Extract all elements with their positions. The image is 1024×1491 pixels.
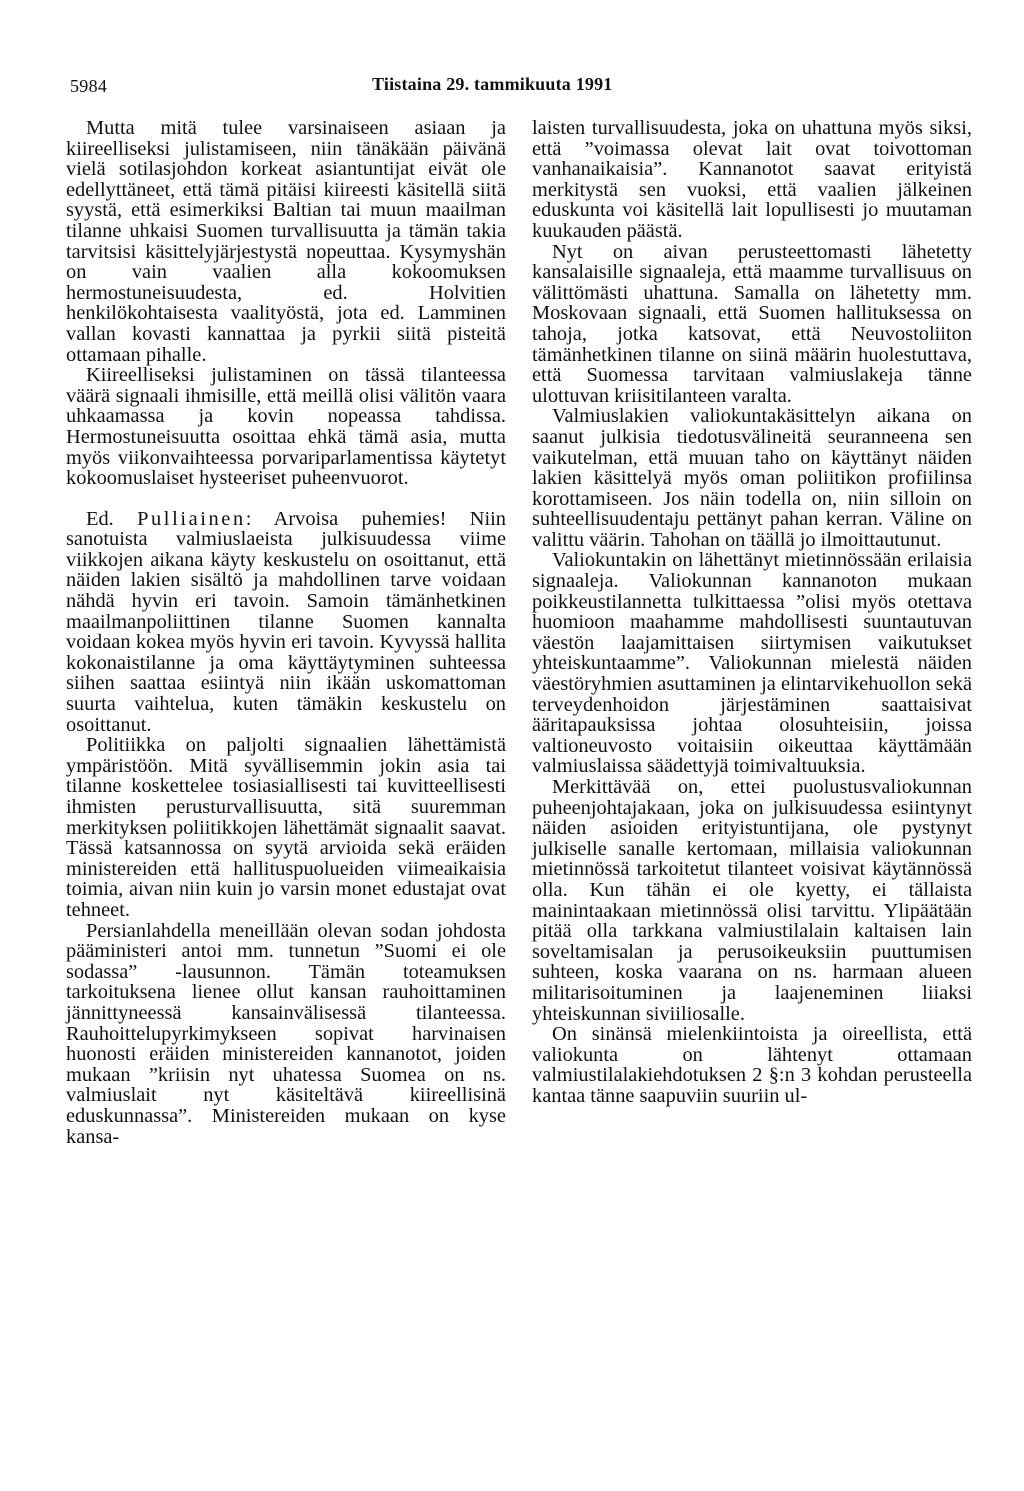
paragraph: Merkittävää on, ettei puolustusvaliokunnan puheenjohtajakaan, joka on julkisuudessa esiintynyt näiden asioiden erityistuntijana, ole pystynyt julkiselle sanalle kertomaan, millaisia valiokunnan mietinnössä tarkoitetut tilanteet voisivat käytännössä olla. Kun tähän ei ole kyetty, ei tällaista mainintaakaan mietinnössä olisi tarvittu. Ylipäätään pitää olla tarkkana valmiustilalain kaltaisen lain soveltamisalan ja perusoikeuksiin puuttumisen suhteen, koska vaarana on ns. harmaan alueen militarisoituminen ja laajeneminen liiaksi yhteiskunnan siviiliosalle. bbox=[532, 776, 972, 1025]
page-number: 5984 bbox=[70, 76, 108, 96]
paragraph: On sinänsä mielenkiintoista ja oireellista, että valiokunta on lähtenyt ottamaan valmiustilalakiehdotuksen 2 §:n 3 kohdan perusteella kantaa tänne saapuviin suuriin ul- bbox=[532, 1023, 972, 1107]
paragraph: Politiikka on paljolti signaalien lähettämistä ympäristöön. Mitä syvällisemmin jokin asia tai tilanne koskettelee tosiasiallisesti tai kuvitteellisesti ihmisten perusturvallisuutta, sitä suuremman merkityksen poliitikkojen lähettämät signaalit saavat. Tässä katsannossa on syytä arvioida sekä eräiden ministereiden että hallituspuolueiden viimeaikaisia toimia, aivan niin kuin jo varsin monet edustajat ovat tehneet. bbox=[66, 734, 506, 921]
speech-paragraph bbox=[66, 509, 506, 736]
left-column bbox=[66, 118, 506, 1147]
paragraph: Valiokuntakin on lähettänyt mietinnössään erilaisia signaaleja. Valiokunnan kannanoton mukaan poikkeustilannetta tulkittaessa ”olisi myös otettava huomioon maahamme mahdollisesti suuntautuvan väestön laajamittaisen siirtymisen vaikutukset yhteiskuntaamme”. Valiokunnan mielestä näiden väestöryhmien asuttaminen ja elintarvikehuollon sekä terveydenhoidon järjestäminen saattaisivat ääritapauksissa johtaa olosuhteisiin, joissa valtioneuvosto voitaisiin oikeuttaa käyttämään valmiuslaissa säädettyjä toimivaltuuksia. bbox=[532, 549, 972, 778]
speaker-name: Pulliainen bbox=[137, 507, 246, 530]
paragraph: Kiireelliseksi julistaminen on tässä tilanteessa väärä signaali ihmisille, että meillä olisi välitön vaara uhkaamassa ja kovin nopeassa tahdissa. Hermostuneisuutta osoittaa ehkä tämä asia, mutta myös viikonvaihteessa porvariparlamentissa käytetyt kokoomuslaiset hysteeriset puheenvuorot. bbox=[66, 364, 506, 490]
right-column bbox=[532, 118, 972, 1107]
paragraph: Nyt on aivan perusteettomasti lähetetty kansalaisille signaaleja, että maamme turvallisuus on välittömästi uhattuna. Samalla on lähetetty mm. Moskovaan signaali, että Suomen hallituksessa on tahoja, jotka katsovat, että Neuvostoliiton tämänhetkinen tilanne on siinä määrin huolestuttava, että Suomessa tarvitaan valmiuslakeja tänne ulottuvan kriisitilanteen varalta. bbox=[532, 240, 972, 407]
speech-text: : Arvoisa puhemies! Niin sanotuista valmiuslaeista julkisuudessa viime viikkojen aikana käyty keskustelu on osoittanut, että näiden lakien sisältö ja mahdollinen tarve voidaan nähdä hyvin eri tavoin. Samoin tämänhetkinen maailmanpoliittinen tilanne Suomen kannalta voidaan kokea myös hyvin eri tavoin. Kyvyssä hallita kokonaistilanne ja oma käyttäytyminen suhteessa siihen saattaa esiintyä niin ikään uskomattoman suurta vaihtelua, kuten tämäkin keskustelu on osoittanut. bbox=[66, 507, 506, 736]
paragraph: laisten turvallisuudesta, joka on uhattuna myös siksi, että ”voimassa olevat lait ovat toivottoman vanhanaikaisia”. Kannanotot saavat erityistä merkitystä sen vuoksi, että vaalien jälkeinen eduskunta voi käsitellä lait lopullisesti jo muutaman kuukauden päästä. bbox=[532, 117, 972, 242]
running-head: Tiistaina 29. tammikuuta 1991 bbox=[372, 74, 613, 94]
speech-prefix: Ed. bbox=[86, 507, 138, 530]
paragraph: Persianlahdella meneillään olevan sodan johdosta pääministeri antoi mm. tunnetun ”Suomi ei ole sodassa” -lausunnon. Tämän toteamuksen tarkoituksena lienee ollut kansan rauhoittaminen jännittyneessä kansainvälisessä tilanteessa. Rauhoittelupyrkimykseen sopivat harvinaisen huonosti eräiden ministereiden kannanotot, joiden mukaan ”kriisin nyt uhatessa Suomea on ns. valmiuslait nyt käsiteltävä kiireellisinä eduskunnassa”. Ministereiden mukaan on kyse kansa- bbox=[66, 919, 506, 1148]
paragraph: Mutta mitä tulee varsinaiseen asiaan ja kiireelliseksi julistamiseen, niin tänäkään päivänä vielä sotilasjohdon korkeat asiantuntijat eivät ole edellyttäneet, että tämä pitäisi kiireesti käsitellä siitä syystä, että esimerkiksi Baltian tai muun maailman tilanne uhkaisi Suomen turvallisuutta ja tämän takia tarvitsisi käsittelyjärjestystä nopeuttaa. Kysymyshän on vain vaalien alla kokoomuksen hermostuneisuudesta, ed. Holvitien henkilökohtaisesta vaalityöstä, jota ed. Lamminen vallan kovasti kannattaa ja pyrkii siitä pisteitä ottamaan pihalle. bbox=[66, 117, 506, 366]
paragraph: Valmiuslakien valiokuntakäsittelyn aikana on saanut julkisia tiedotusvälineitä seuranneena sen vaikutelman, että muuan taho on käyttänyt näiden lakien käsittelyä myös oman poliitikon profiilinsa korottamiseen. Jos näin todella on, niin silloin on suhteellisuudentaju pettänyt pahan kerran. Väline on valittu väärin. Tahohan on täällä jo ilmoittautunut. bbox=[532, 405, 972, 551]
